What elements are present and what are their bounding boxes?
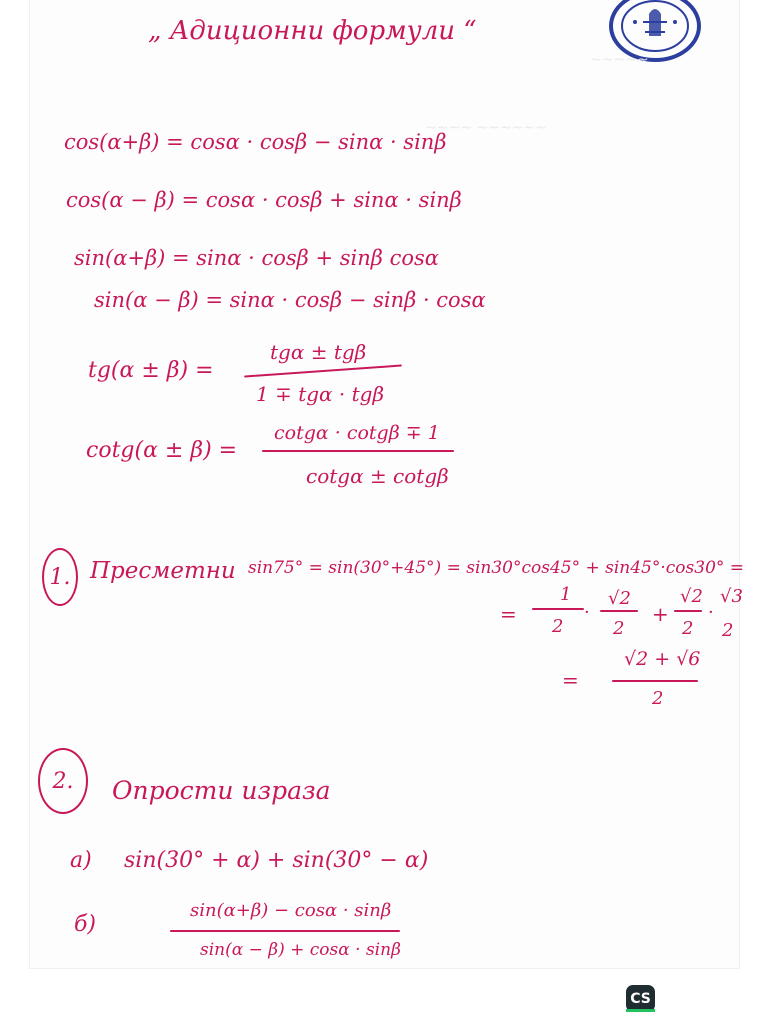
fraction-numerator: 1: [560, 584, 572, 605]
camscanner-logo-icon[interactable]: [626, 985, 655, 1012]
app-badge-label: CS: [630, 990, 651, 1007]
formula-cotg-numerator: cotgα · cotgβ ∓ 1: [274, 422, 440, 444]
task-2a-expression: sin(30° + α) + sin(30° − α): [124, 848, 429, 873]
multiply-dot: ·: [708, 602, 714, 623]
task-2-heading: Опрости израза: [112, 776, 331, 805]
formula-tg-denominator: 1 ∓ tgα · tgβ: [256, 382, 385, 406]
task-1-number: 1.: [49, 564, 71, 590]
formula-cos-sum: cos(α+β) = cosα · cosβ − sinα · sinβ: [64, 130, 447, 154]
formula-cotg-denominator: cotgα ± cotgβ: [306, 464, 449, 488]
task-2-number-circle: [38, 748, 88, 814]
fraction-bar: [612, 680, 698, 682]
formula-sin-sum: sin(α+β) = sinα · cosβ + sinβ cosα: [74, 246, 439, 270]
plus-sign: +: [652, 602, 669, 626]
formula-sin-diff: sin(α − β) = sinα · cosβ − sinβ · cosα: [94, 288, 486, 312]
multiply-dot: ·: [584, 602, 590, 623]
task-2b-denominator: sin(α − β) + cosα · sinβ: [200, 940, 401, 960]
fraction-bar: [674, 610, 702, 612]
fraction-numerator: √3: [720, 586, 743, 607]
bleed-through-mark: ~~~~ ~~~~~~: [425, 120, 547, 136]
fraction-bar: [244, 364, 402, 377]
page-title: „ Адиционни формули “: [148, 16, 477, 46]
task-1-equals-sign: =: [500, 602, 517, 626]
task-1-equation-line-1: sin75° = sin(30°+45°) = sin30°cos45° + sin45°·cos30° =: [248, 558, 745, 578]
scanned-page: [30, 0, 745, 968]
formula-tg-numerator: tgα ± tgβ: [270, 340, 367, 364]
task-2b-label: б): [74, 912, 97, 937]
task-1-result-numerator: √2 + √6: [624, 648, 701, 670]
fraction-denominator: 2: [552, 616, 564, 637]
fraction-numerator: √2: [680, 586, 703, 607]
fraction-bar: [600, 610, 638, 612]
formula-tg-lhs: tg(α ± β) =: [88, 358, 214, 383]
fraction-numerator: √2: [608, 588, 631, 609]
fraction-denominator: 2: [613, 618, 625, 639]
fraction-denominator: 2: [682, 618, 694, 639]
fraction-bar: [532, 608, 584, 610]
formula-cos-diff: cos(α − β) = cosα · cosβ + sinα · sinβ: [66, 188, 462, 212]
task-2-number: 2.: [52, 768, 74, 794]
task-2a-label: а): [70, 848, 92, 873]
task-1-number-circle: [42, 548, 78, 606]
task-1-heading: Пресметни: [90, 558, 236, 584]
formula-cotg-lhs: cotg(α ± β) =: [86, 438, 238, 463]
fraction-bar: [262, 450, 454, 452]
fraction-bar: [170, 930, 400, 932]
fraction-denominator: 2: [722, 620, 734, 641]
task-1-equals-sign: =: [562, 668, 579, 692]
task-2b-numerator: sin(α+β) − cosα · sinβ: [190, 900, 392, 921]
bleed-through-mark: ~~~~~: [590, 52, 649, 68]
task-1-result-denominator: 2: [652, 688, 664, 709]
